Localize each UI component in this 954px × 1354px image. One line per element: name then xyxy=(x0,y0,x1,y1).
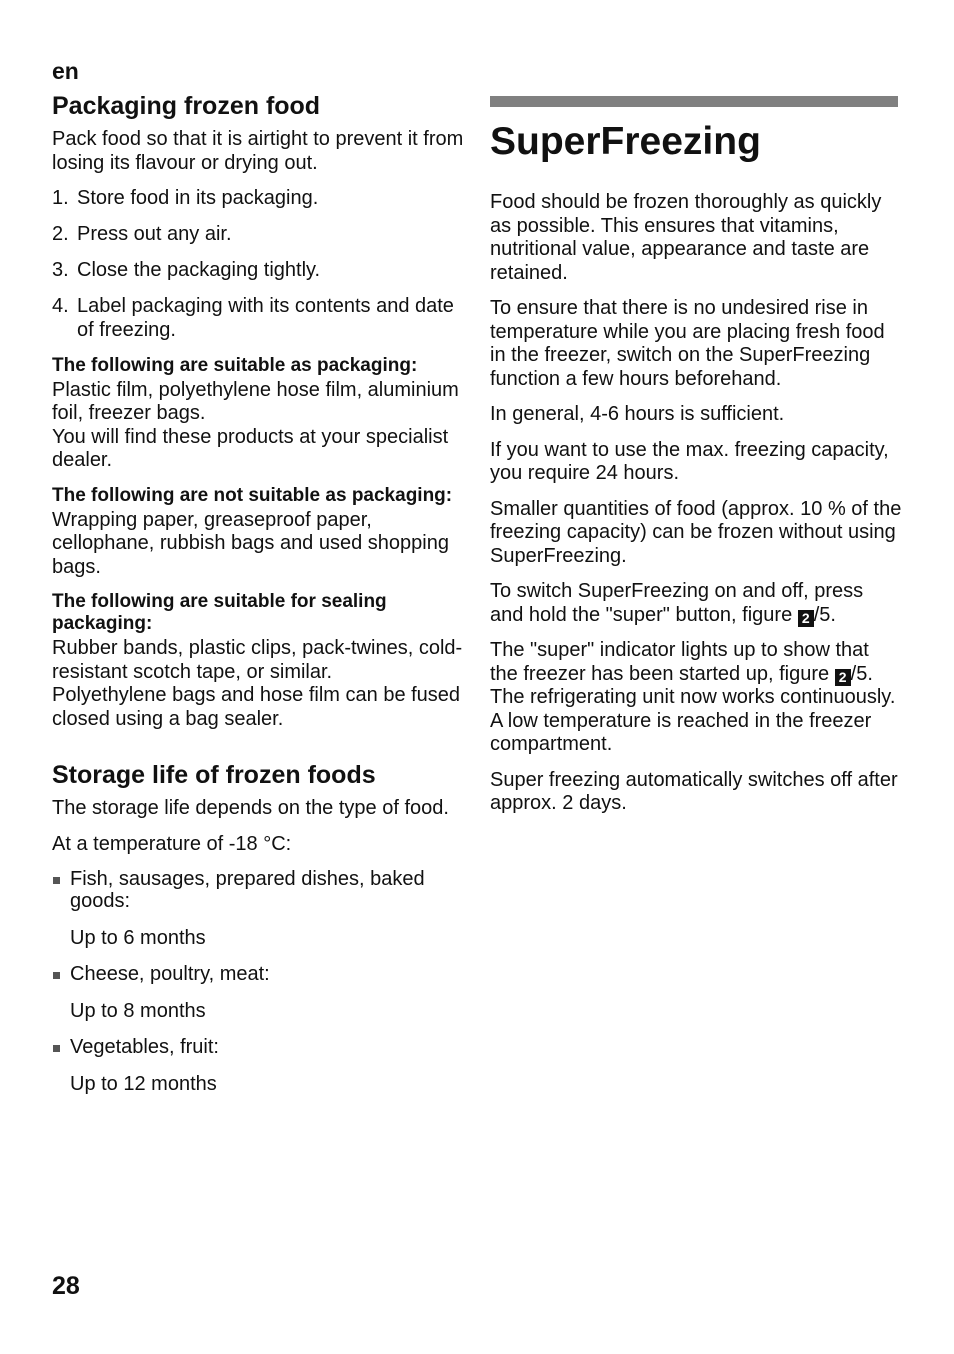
section-divider xyxy=(490,96,898,107)
superfreezing-paragraph: Super freezing automatically switches off after approx. 2 days. xyxy=(490,768,898,814)
step-text: Press out any air. xyxy=(77,223,232,245)
step-number: 1. xyxy=(52,187,69,209)
list-item xyxy=(52,963,464,1022)
step-text: Label packaging with its contents and date of freezing. xyxy=(77,295,454,341)
sealing-note: Polyethylene bags and hose film can be fused closed using a bag sealer. xyxy=(52,684,461,730)
figure-reference-icon: 2 xyxy=(798,610,814,627)
list-item xyxy=(52,259,464,283)
step-text: Store food in its packaging. xyxy=(77,187,319,209)
packaging-steps xyxy=(52,187,464,342)
left-column xyxy=(52,90,464,1109)
packaging-intro: Pack food so that it is airtight to prevent it from losing its flavour or drying out. xyxy=(52,128,464,174)
right-column xyxy=(490,96,902,828)
bullet-icon xyxy=(53,1045,60,1052)
superfreezing-heading: SuperFreezing xyxy=(490,120,761,163)
list-item xyxy=(52,187,464,211)
superfreezing-paragraph xyxy=(490,580,902,627)
sealing-text xyxy=(52,637,464,731)
switch-instruction: To switch SuperFreezing on and off, press and hold the "super" button, figure xyxy=(490,580,864,626)
list-item xyxy=(52,295,464,342)
superfreezing-paragraph: To ensure that there is no undesired rise in temperature while you are placing fresh food in the freezer, switch on the SuperFreezing function a few hours beforehand. xyxy=(490,297,885,390)
sealing-materials: Rubber bands, plastic clips, pack-twines, cold-resistant scotch tape, or similar. xyxy=(52,637,463,683)
food-type: Fish, sausages, prepared dishes, baked goods: xyxy=(70,868,425,912)
not-suitable-text: Wrapping paper, greaseproof paper, cellophane, rubbish bags and used shopping bags. xyxy=(52,508,449,578)
storage-duration: Up to 12 months xyxy=(70,1073,217,1095)
step-text: Close the packaging tightly. xyxy=(77,259,321,281)
superfreezing-paragraph xyxy=(490,639,902,757)
figure-reference-icon: 2 xyxy=(835,669,851,686)
suitable-heading: The following are suitable as packaging: xyxy=(52,354,418,376)
storage-list xyxy=(52,868,464,1095)
storage-temperature: At a temperature of -18 °C: xyxy=(52,832,292,855)
superfreezing-paragraph: If you want to use the max. freezing capacity, you require 24 hours. xyxy=(490,438,889,484)
sealing-heading: The following are suitable for sealing packaging: xyxy=(52,591,387,634)
storage-intro: The storage life depends on the type of food. xyxy=(52,797,449,819)
indicator-text: The "super" indicator lights up to show that the freezer has been started up, figure xyxy=(490,639,869,685)
language-label: en xyxy=(52,58,79,84)
suitable-text xyxy=(52,379,464,473)
list-item xyxy=(52,868,464,949)
suitable-materials: Plastic film, polyethylene hose film, aluminium foil, freezer bags. xyxy=(52,378,459,424)
page-number: 28 xyxy=(52,1272,80,1300)
indicator-text-continued: /5. The refrigerating unit now works continuously. A low temperature is reached in the freezer compartment. xyxy=(490,662,896,755)
food-type: Cheese, poultry, meat: xyxy=(70,963,270,985)
step-number: 2. xyxy=(52,223,69,245)
list-item xyxy=(52,223,464,247)
storage-duration: Up to 8 months xyxy=(70,1000,206,1022)
bullet-icon xyxy=(53,972,60,979)
superfreezing-paragraph: Food should be frozen thoroughly as quickly as possible. This ensures that vitamins, nutritional value, appearance and taste are retained. xyxy=(490,191,882,284)
storage-heading: Storage life of frozen foods xyxy=(52,761,376,789)
step-number: 4. xyxy=(52,295,69,317)
bullet-icon xyxy=(53,877,60,884)
food-type: Vegetables, fruit: xyxy=(70,1036,219,1058)
not-suitable-heading: The following are not suitable as packaging: xyxy=(52,484,453,506)
list-item xyxy=(52,1036,464,1095)
suitable-dealer-note: You will find these products at your specialist dealer. xyxy=(52,425,449,471)
storage-duration: Up to 6 months xyxy=(70,927,206,949)
superfreezing-paragraph: In general, 4-6 hours is sufficient. xyxy=(490,403,785,425)
packaging-heading: Packaging frozen food xyxy=(52,92,321,120)
superfreezing-paragraph: Smaller quantities of food (approx. 10 % of the freezing capacity) can be frozen without using SuperFreezing. xyxy=(490,497,902,567)
step-number: 3. xyxy=(52,259,69,281)
figure-suffix: /5. xyxy=(813,603,836,626)
